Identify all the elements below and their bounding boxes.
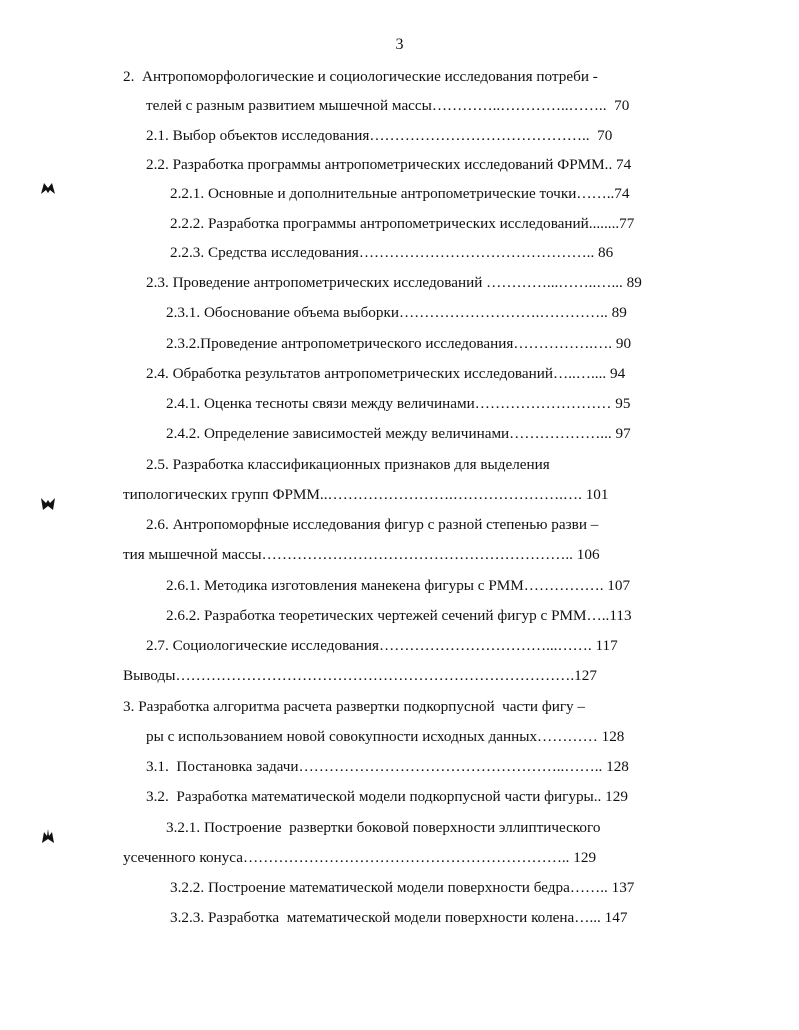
- toc-line-text: 2.7. Социологические исследования……………………………...……. 117: [146, 637, 618, 654]
- toc-line: [166, 394, 630, 414]
- toc-line-text: 2.1. Выбор объектов исследования…………………………………….. 70: [146, 127, 613, 144]
- toc-line-text: 2.4.1. Оценка тесноты связи между величинами……………………… 95: [166, 395, 631, 412]
- toc-line-text: 2.5. Разработка классификационных признаков для выделения: [146, 456, 550, 473]
- toc-line: [170, 878, 634, 898]
- toc-line: [146, 787, 628, 807]
- toc-line-text: 2.6.1. Методика изготовления манекена фигуры с РММ……………. 107: [166, 577, 631, 594]
- toc-line: [146, 364, 625, 384]
- toc-line-text: 3.2.3. Разработка математической модели поверхности колена…... 147: [170, 909, 628, 926]
- toc-line: [166, 303, 627, 323]
- toc-line-text: 2.4. Обработка результатов антропометрических исследований…..….... 94: [146, 365, 626, 382]
- toc-line: [166, 576, 630, 596]
- toc-line-text: тия мышечной массы…………………………………………………….. 106: [123, 546, 600, 563]
- toc-line-text: 2.3. Проведение антропометрических исследований …………...……..…... 89: [146, 274, 642, 291]
- binding-hole-mark-icon: [38, 178, 58, 198]
- toc-line-text: 3.2.2. Построение математической модели поверхности бедра…….. 137: [170, 879, 635, 896]
- toc-line-text: телей с разным развитием мышечной массы…………..…………..…….. 70: [146, 97, 630, 114]
- toc-line-text: 2.4.2. Определение зависимостей между величинами………………... 97: [166, 425, 631, 442]
- toc-line: [123, 545, 600, 565]
- toc-line: [170, 908, 627, 928]
- toc-line: [170, 243, 613, 263]
- toc-line: [146, 155, 631, 175]
- toc-line: [146, 126, 612, 146]
- binding-hole-mark-icon: [38, 494, 58, 514]
- toc-line: [123, 67, 598, 87]
- toc-line: [146, 515, 598, 535]
- toc-line-text: 2.3.2.Проведение антропометрического исследования…………….…. 90: [166, 335, 632, 352]
- toc-line: [123, 485, 609, 505]
- toc-line: [166, 334, 631, 354]
- toc-line-text: 3.2.1. Построение развертки боковой поверхности эллиптического: [166, 819, 601, 836]
- toc-line-text: 2.2.3. Средства исследования……………………………………….. 86: [170, 244, 614, 261]
- toc-line: [146, 455, 550, 475]
- toc-line-text: 2.2. Разработка программы антропометрических исследований ФРММ.. 74: [146, 156, 632, 173]
- page-number: 3: [395, 36, 404, 53]
- binding-hole-mark-icon: [38, 826, 58, 846]
- toc-line: [166, 424, 631, 444]
- toc-line: [170, 184, 629, 204]
- toc-line: [123, 697, 585, 717]
- toc-line-text: типологических групп ФРММ..…………………….………………….…. 101: [123, 486, 609, 503]
- toc-line-text: усеченного конуса……………………………………………………….. 129: [123, 849, 597, 866]
- toc-line-text: 2.3.1. Обоснование объема выборки……………………….………….. 89: [166, 304, 627, 321]
- toc-line-text: 3.1. Постановка задачи……………………………………………..…….. 128: [146, 758, 629, 775]
- toc-line: [166, 818, 600, 838]
- toc-line: [146, 96, 629, 116]
- toc-line-text: 2. Антропоморфологические и социологические исследования потреби -: [123, 68, 598, 85]
- toc-line: [123, 666, 597, 686]
- toc-line-text: 2.6.2. Разработка теоретических чертежей сечений фигур с РММ…..113: [166, 607, 632, 624]
- toc-line: [146, 727, 624, 747]
- toc-line-text: 3. Разработка алгоритма расчета развертки подкорпусной части фигу –: [123, 698, 586, 715]
- toc-line: [166, 606, 632, 626]
- toc-line-text: 3.2. Разработка математической модели подкорпусной части фигуры.. 129: [146, 788, 628, 805]
- toc-line: [146, 636, 618, 656]
- toc-line: [123, 848, 596, 868]
- toc-line-text: 2.2.2. Разработка программы антропометрических исследований........77: [170, 215, 635, 232]
- toc-line: [146, 757, 629, 777]
- toc-line: [170, 214, 634, 234]
- toc-line-text: 2.6. Антропоморфные исследования фигур с разной степенью разви –: [146, 516, 599, 533]
- toc-line-text: ры с использованием новой совокупности исходных данных………… 128: [146, 728, 625, 745]
- toc-line: [146, 273, 642, 293]
- toc-line-text: 2.2.1. Основные и дополнительные антропометрические точки……..74: [170, 185, 630, 202]
- toc-line-text: Выводы…………………………………………………………………….127: [123, 667, 597, 684]
